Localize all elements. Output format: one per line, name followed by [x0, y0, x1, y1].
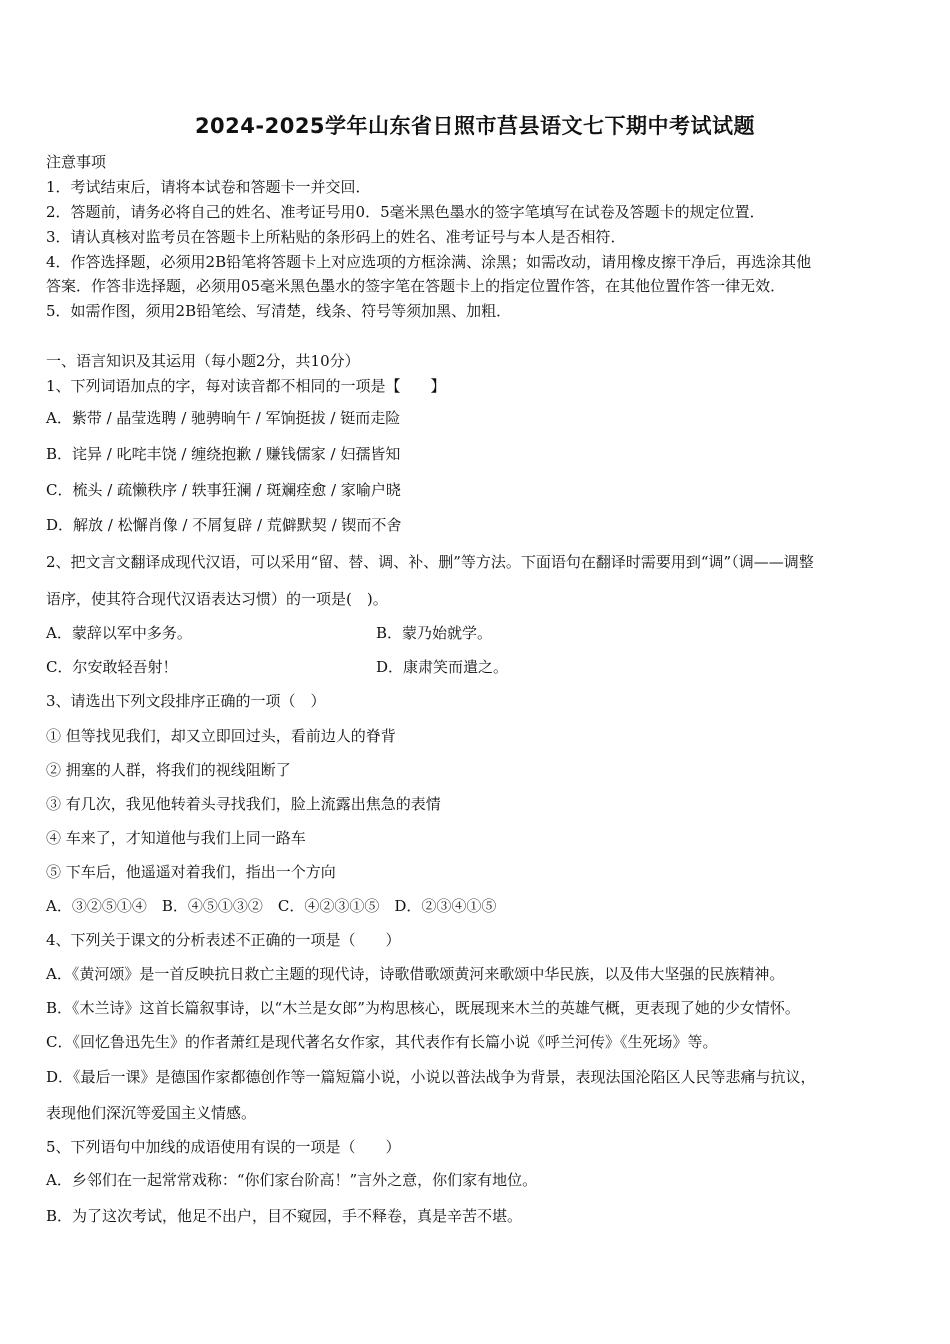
question-2-option-b: B．蒙乃始就学。 — [376, 624, 493, 642]
notice-item: 2．答题前，请务必将自己的姓名、准考证号用0．5毫米黑色墨水的签字笔填写在试卷及答题卡的规定位置． — [46, 203, 765, 221]
question-1-option-a: A．紫带 / 晶莹选聘 / 驰骋晌午 / 军饷挺拔 / 铤而走险 — [46, 409, 401, 427]
question-1-option-c: C．梳头 / 疏懒秩序 / 轶事狂澜 / 斑斓痊愈 / 家喻户晓 — [46, 481, 401, 499]
page-title: 2024-2025学年山东省日照市莒县语文七下期中考试试题 — [194, 114, 756, 138]
question-5-stem: 5、下列语句中加线的成语使用有误的一项是（ ） — [46, 1138, 401, 1156]
question-5-option-a: A．乡邻们在一起常常戏称：“你们家台阶高！”言外之意，你们家有地位。 — [46, 1171, 538, 1189]
question-3-sentence: ② 拥塞的人群，将我们的视线阻断了 — [46, 761, 291, 779]
question-3-options: A．③②⑤①④ B．④⑤①③② C．④②③①⑤ D．②③④①⑤ — [46, 897, 497, 915]
question-2-stem: 2、把文言文翻译成现代汉语，可以采用“留、替、调、补、删”等方法。下面语句在翻译时需要用到“调”（调——调整 — [46, 553, 814, 571]
question-3-sentence: ⑤ 下车后，他遥遥对着我们，指出一个方向 — [46, 863, 336, 881]
question-4-stem: 4、下列关于课文的分析表述不正确的一项是（ ） — [46, 931, 401, 949]
notice-heading: 注意事项 — [46, 153, 107, 171]
question-4-option-d: D．《最后一课》是德国作家都德创作等一篇短篇小说，小说以普法战争为背景，表现法国沦陷区人民等悲痛与抗议， — [46, 1068, 816, 1086]
question-3-sentence: ① 但等找见我们，却又立即回过头，看前边人的脊背 — [46, 727, 396, 745]
notice-item: 答案．作答非选择题，必须用05毫米黑色墨水的签字笔在答题卡上的指定位置作答，在其他位置作答一律无效． — [46, 277, 786, 295]
question-2-option-c: C．尔安敢轻吾射！ — [46, 658, 178, 676]
question-2-option-a: A．蒙辞以军中多务。 — [46, 624, 192, 642]
question-1-option-b: B．诧异 / 叱咤丰饶 / 缠绕抱歉 / 赚钱儒家 / 妇孺皆知 — [46, 445, 401, 463]
question-3-sentence: ③ 有几次，我见他转着头寻找我们，脸上流露出焦急的表情 — [46, 795, 441, 813]
notice-item: 4．作答选择题，必须用2B铅笔将答题卡上对应选项的方框涂满、涂黑；如需改动，请用橡皮擦干净后，再选涂其他 — [46, 253, 812, 271]
question-2-stem-cont: 语序，使其符合现代汉语表达习惯）的一项是( )。 — [46, 590, 388, 608]
question-3-stem: 3、请选出下列文段排序正确的一项（ ） — [46, 692, 326, 710]
notice-item: 5．如需作图，须用2B铅笔绘、写清楚，线条、符号等须加黑、加粗． — [46, 302, 512, 320]
question-5-option-b: B．为了这次考试，他足不出户，目不窥园，手不释卷，真是辛苦不堪。 — [46, 1207, 523, 1225]
question-4-option-c: C．《回忆鲁迅先生》的作者萧红是现代著名女作家，其代表作有长篇小说《呼兰河传》《生死场》等。 — [46, 1033, 718, 1051]
question-2-option-d: D．康肃笑而遣之。 — [376, 658, 509, 676]
question-4-option-d-cont: 表现他们深沉等爱国主义情感。 — [46, 1104, 257, 1122]
notice-item: 1．考试结束后，请将本试卷和答题卡一并交回． — [46, 178, 371, 196]
question-4-option-a: A．《黄河颂》是一首反映抗日救亡主题的现代诗，诗歌借歌颂黄河来歌颂中华民族，以及伟大坚强的民族精神。 — [46, 965, 785, 983]
question-3-sentence: ④ 车来了，才知道他与我们上同一路车 — [46, 829, 306, 847]
question-1-stem: 1、下列词语加点的字，每对读音都不相同的一项是【 】 — [46, 377, 446, 395]
question-4-option-b: B．《木兰诗》这首长篇叙事诗，以“木兰是女郎”为构思核心，既展现来木兰的英雄气概，更表现了她的少女情怀。 — [46, 999, 800, 1017]
notice-item: 3．请认真核对监考员在答题卡上所粘贴的条形码上的姓名、准考证号与本人是否相符． — [46, 228, 626, 246]
question-1-option-d: D．解放 / 松懈肖像 / 不屑复辟 / 荒僻默契 / 锲而不舍 — [46, 516, 402, 534]
section-heading: 一、语言知识及其运用（每小题2分，共10分） — [46, 352, 360, 370]
